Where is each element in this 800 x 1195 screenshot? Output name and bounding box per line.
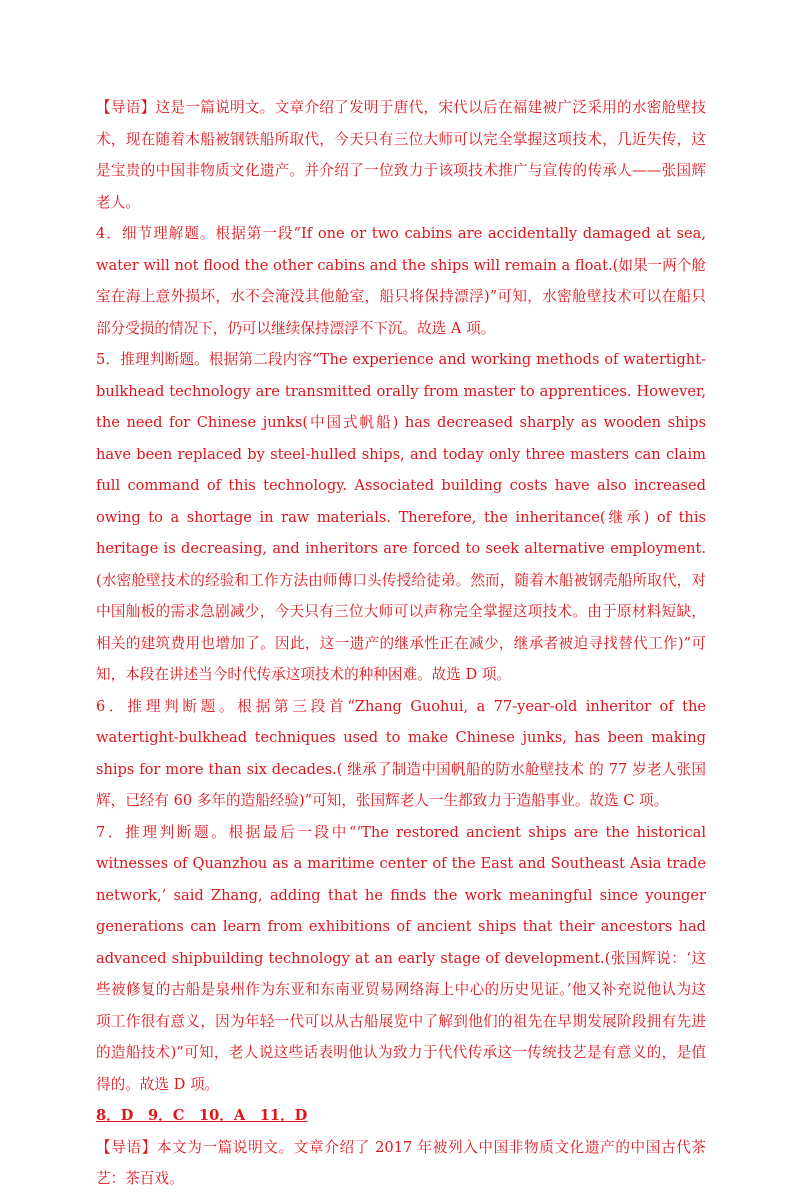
answer-key-8-11: 8．D 9．C 10．A 11．D (96, 1107, 308, 1124)
question-5-explanation: 5．推理判断题。根据第二段内容“The experience and working methods of watertight-bulkhead technology are transmitted orally from master to apprentices. However, the need for Chinese junks(中国式帆船) has decreased sharply as wooden ships have been replaced by steel-hulled ships, and today only three masters can claim full command of this technology. Associated building costs have also increased owing to a shortage in raw materials. Therefore, the inheritance(继承) of this heritage is decreasing, and inheritors are forced to seek alternative employment.(水密舱壁技术的经验和工作方法由师傅口头传授给徒弟。然而，随着木船被钢壳船所取代，对中国舢板的需求急剧减少，今天只有三位大师可以声称完全掌握这项技术。由于原材料短缺，相关的建筑费用也增加了。因此，这一遗产的继承性正在减少，继承者被迫寻找替代工作)”可知，本段在讲述当今时代传承这项技术的种种困难。故选 D 项。 (96, 351, 706, 683)
next-passage-intro: 【导语】本文为一篇说明文。文章介绍了 2017 年被列入中国非物质文化遗产的中国古代茶艺：茶百戏。 (96, 1138, 706, 1187)
answer-explanation-text (96, 92, 706, 1195)
passage-intro-paragraph: 【导语】这是一篇说明文。文章介绍了发明于唐代，宋代以后在福建被广泛采用的水密舱壁技术，现在随着木船被钢铁船所取代，今天只有三位大师可以完全掌握这项技术，几近失传，这是宝贵的中国非物质文化遗产。并介绍了一位致力于该项技术推广与宣传的传承人——张国辉老人。 (96, 99, 706, 211)
question-6-explanation: 6．推理判断题。根据第三段首“Zhang Guohui, a 77-year-old inheritor of the watertight-bulkhead techniques used to make Chinese junks, has been making ships for more than six decades.( 继承了制造中国帆船的防水舱壁技术 的 77 岁老人张国辉，已经有 60 多年的造船经验)”可知，张国辉老人一生都致力于造船事业。故选 C 项。 (96, 697, 706, 809)
question-4-explanation: 4．细节理解题。根据第一段“If one or two cabins are accidentally damaged at sea, water will not flood the other cabins and the ships will remain a float.(如果一两个舱室在海上意外损坏，水不会淹没其他舱室，船只将保持漂浮)”可知，水密舱壁技术可以在船只部分受损的情况下，仍可以继续保持漂浮不下沉。故选 A 项。 (96, 225, 706, 337)
question-7-explanation: 7．推理判断题。根据最后一段中“‘The restored ancient ships are the historical witnesses of Quanzhou as a maritime center of the East and Southeast Asia trade network,’ said Zhang, adding that he finds the work meaningful since younger generations can learn from exhibitions of ancient ships that their ancestors had advanced shipbuilding technology at an early stage of development.(张国辉说：‘这些被修复的古船是泉州作为东亚和东南亚贸易网络海上中心的历史见证。’他又补充说他认为这项工作很有意义，因为年轻一代可以从古船展览中了解到他们的祖先在早期发展阶段拥有先进的造船技术)”可知，老人说这些话表明他认为致力于代代传承这一传统技艺是有意义的，是值得的。故选 D 项。 (96, 823, 706, 1093)
